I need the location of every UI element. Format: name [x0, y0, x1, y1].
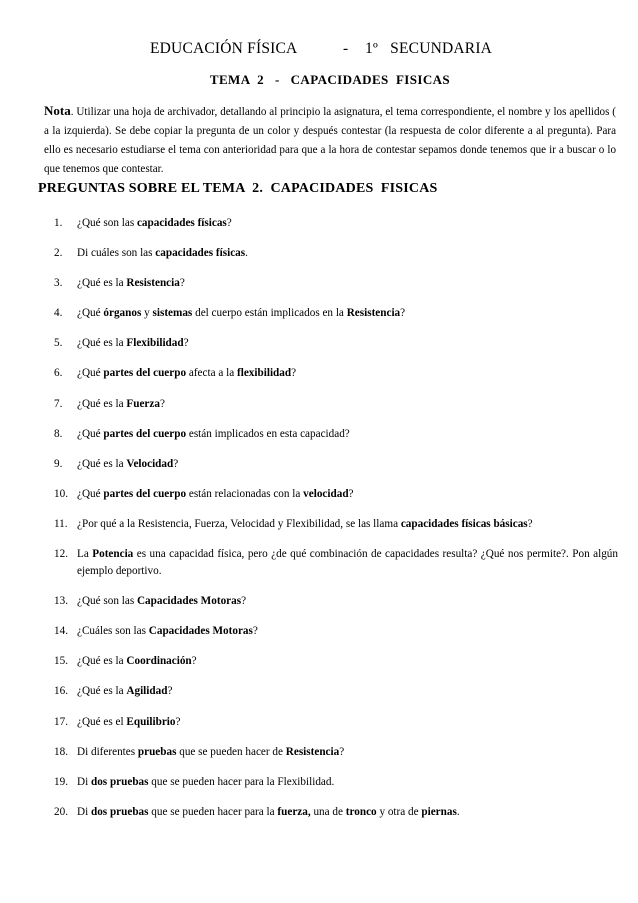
- question-fragment: .: [456, 805, 460, 818]
- question-fragment: ¿Qué: [77, 367, 104, 380]
- question-keyword: tronco: [345, 805, 377, 818]
- question-keyword: partes del cuerpo: [103, 427, 187, 440]
- question-fragment: ¿Qué son las: [77, 217, 137, 229]
- question-number: 8.: [54, 427, 63, 440]
- question-keyword: partes del cuerpo: [103, 367, 187, 380]
- question-fragment: Di diferentes: [77, 745, 138, 758]
- question-item: [54, 396, 618, 413]
- question-text: [77, 335, 618, 352]
- question-text: [77, 744, 618, 761]
- question-item: [54, 593, 618, 610]
- questions-list: [54, 215, 618, 834]
- question-fragment: ¿Qué es la: [77, 655, 127, 668]
- question-item: [54, 516, 618, 533]
- question-item: [54, 774, 618, 791]
- question-text: [77, 804, 618, 821]
- question-keyword: Capacidades Motoras: [136, 595, 242, 608]
- question-item: [54, 683, 618, 700]
- question-item: [54, 744, 618, 761]
- question-fragment: una de: [310, 805, 346, 818]
- question-item: [54, 365, 618, 382]
- question-fragment: ?: [173, 457, 179, 470]
- question-fragment: ?: [167, 685, 173, 698]
- question-keyword: Coordinación: [126, 655, 192, 668]
- question-item: [54, 426, 618, 443]
- question-number: 5.: [54, 337, 63, 350]
- question-number: 10.: [54, 487, 68, 500]
- question-text: [77, 275, 618, 292]
- grade-level: 1º SECUNDARIA: [365, 40, 493, 57]
- question-number: 17.: [54, 715, 68, 728]
- question-fragment: están implicados en esta capacidad?: [186, 427, 350, 440]
- question-fragment: Di: [77, 805, 91, 818]
- question-text: [77, 516, 618, 533]
- question-item: [54, 305, 618, 322]
- question-fragment: ¿Qué es la: [77, 685, 127, 698]
- question-fragment: y otra de: [376, 805, 422, 818]
- question-keyword: órganos: [103, 307, 142, 320]
- question-fragment: afecta a la: [186, 367, 237, 380]
- question-fragment: que se pueden hacer para la: [148, 805, 278, 818]
- question-keyword: flexibilidad: [237, 367, 292, 380]
- question-text: [77, 426, 618, 443]
- question-number: 9.: [54, 457, 63, 470]
- question-text: [77, 653, 618, 670]
- question-fragment: que se pueden hacer para la Flexibilidad.: [148, 775, 335, 788]
- question-number: 12.: [54, 548, 68, 561]
- question-number: 3.: [54, 277, 63, 290]
- question-fragment: ¿Cuáles son las: [77, 625, 149, 638]
- question-item: [54, 275, 618, 292]
- question-fragment: ¿Qué: [77, 487, 104, 500]
- question-fragment: ?: [252, 625, 258, 638]
- question-fragment: ?: [291, 367, 297, 380]
- question-text: [77, 245, 618, 262]
- question-fragment: ¿Qué es la: [77, 397, 127, 410]
- question-fragment: ?: [191, 655, 197, 668]
- question-number: 20.: [54, 805, 68, 818]
- question-keyword: Agilidad: [126, 685, 168, 698]
- question-number: 11.: [54, 517, 68, 530]
- question-text: [77, 714, 618, 731]
- question-text: [77, 546, 618, 580]
- question-keyword: partes del cuerpo: [103, 487, 187, 500]
- question-keyword: pruebas: [137, 745, 177, 758]
- question-number: 18.: [54, 745, 68, 758]
- question-fragment: ¿Qué: [77, 427, 104, 440]
- question-text: [77, 365, 618, 382]
- question-fragment: ?: [241, 595, 247, 608]
- question-keyword: Resistencia: [346, 307, 401, 320]
- instructions-note: [44, 101, 616, 179]
- question-item: [54, 456, 618, 473]
- header-separator: -: [343, 40, 349, 57]
- question-text: [77, 396, 618, 413]
- question-number: 15.: [54, 655, 68, 668]
- topic-title: TEMA 2 - CAPACIDADES FISICAS: [209, 72, 451, 87]
- question-number: 13.: [54, 595, 68, 608]
- question-fragment: ¿Qué es el: [77, 715, 127, 728]
- question-item: [54, 804, 618, 821]
- question-item: [54, 335, 618, 352]
- question-item: [54, 215, 618, 232]
- question-keyword: Fuerza: [126, 397, 160, 410]
- question-fragment: ?: [179, 277, 185, 290]
- question-item: [54, 245, 618, 262]
- question-fragment: ?: [175, 715, 181, 728]
- question-number: 2.: [54, 247, 63, 260]
- question-keyword: capacidades físicas básicas: [400, 517, 528, 530]
- question-fragment: ¿Qué es la: [77, 457, 127, 470]
- question-text: [77, 486, 618, 503]
- question-fragment: ?: [400, 307, 406, 320]
- question-keyword: sistemas: [152, 307, 193, 320]
- question-number: 1.: [54, 217, 63, 229]
- question-fragment: del cuerpo están implicados en la: [192, 307, 347, 320]
- subject-title: EDUCACIÓN FÍSICA: [150, 40, 298, 57]
- question-text: [77, 683, 618, 700]
- question-fragment: ¿Qué es la: [77, 277, 127, 290]
- question-fragment: y: [141, 307, 153, 320]
- question-item: [54, 653, 618, 670]
- question-fragment: ¿Por qué a la Resistencia, Fuerza, Velocidad y Flexibilidad, se las llama: [77, 517, 401, 530]
- question-keyword: fuerza,: [277, 805, 311, 818]
- question-fragment: La: [77, 548, 93, 561]
- question-keyword: velocidad: [303, 487, 349, 500]
- question-keyword: Equilibrio: [126, 715, 176, 728]
- question-text: [77, 305, 618, 322]
- question-fragment: ¿Qué es la: [77, 337, 127, 350]
- question-fragment: ?: [348, 487, 354, 500]
- questions-heading: PREGUNTAS SOBRE EL TEMA 2. CAPACIDADES FISICAS: [38, 181, 438, 196]
- question-keyword: Resistencia: [285, 745, 340, 758]
- question-keyword: Capacidades Motoras: [148, 625, 253, 638]
- question-text: [77, 456, 618, 473]
- question-fragment: ?: [183, 337, 189, 350]
- question-item: [54, 714, 618, 731]
- question-fragment: ¿Qué son las: [77, 595, 137, 608]
- question-keyword: Resistencia: [126, 277, 180, 290]
- question-number: 4.: [54, 307, 63, 320]
- question-text: [77, 593, 618, 610]
- question-number: 6.: [54, 367, 63, 380]
- question-keyword: Potencia: [92, 548, 134, 561]
- question-fragment: es una capacidad física, pero ¿de qué combinación de capacidades resulta? ¿Qué nos permite?. Pon algún ejemplo deportivo.: [77, 548, 618, 578]
- question-fragment: están relacionadas con la: [186, 487, 304, 500]
- question-keyword: Velocidad: [126, 457, 174, 470]
- question-keyword: piernas: [421, 805, 457, 818]
- question-item: [54, 486, 618, 503]
- question-fragment: Di cuáles son las: [77, 247, 156, 260]
- question-number: 7.: [54, 397, 63, 410]
- question-fragment: ¿Qué: [77, 307, 104, 320]
- question-number: 14.: [54, 625, 68, 638]
- note-text: . Utilizar una hoja de archivador, detallando al principio la asignatura, el tema correspondiente, el nombre y los apellidos ( a la izquierda). Se debe copiar la pregunta de un color y después contestar (la respuesta de color diferente a al pregunta). Para ello es necesario estudiarse el tema con anterioridad para que a la hora de contestar sepamos donde tenemos que ir a buscar o lo que tenemos que contestar.: [44, 106, 616, 175]
- question-keyword: capacidades físicas: [136, 217, 227, 229]
- question-text: [77, 215, 618, 232]
- document-header: [0, 40, 638, 62]
- question-fragment: Di: [77, 775, 91, 788]
- question-fragment: ?: [339, 745, 345, 758]
- question-text: [77, 774, 618, 791]
- question-keyword: Flexibilidad: [126, 337, 184, 350]
- question-item: [54, 546, 618, 580]
- note-label: Nota: [44, 103, 71, 118]
- question-keyword: dos pruebas: [90, 775, 149, 788]
- question-fragment: ?: [159, 397, 165, 410]
- question-fragment: ?: [527, 517, 533, 530]
- question-keyword: capacidades físicas: [155, 247, 246, 260]
- question-fragment: .: [245, 247, 248, 260]
- question-fragment: ?: [226, 217, 232, 229]
- question-text: [77, 623, 618, 640]
- question-number: 19.: [54, 775, 68, 788]
- question-fragment: que se pueden hacer de: [176, 745, 286, 758]
- question-item: [54, 623, 618, 640]
- question-keyword: dos pruebas: [90, 805, 149, 818]
- question-number: 16.: [54, 685, 68, 698]
